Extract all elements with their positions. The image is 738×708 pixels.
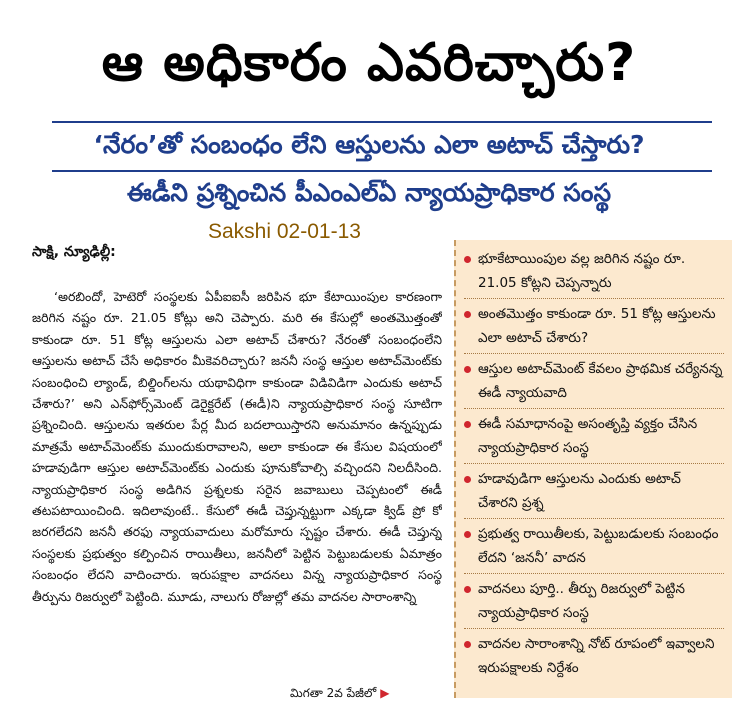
highlight-item bbox=[464, 464, 724, 519]
top-divider bbox=[52, 121, 712, 123]
highlight-text: ప్రభుత్వ రాయితీలకు, పెట్టుబడులకు సంబంధం లేదని ‘జననీ’ వాదన bbox=[478, 526, 719, 566]
highlights-sidebar bbox=[454, 240, 732, 698]
highlight-item bbox=[464, 354, 724, 409]
bullet-icon bbox=[464, 586, 471, 593]
continued-label: మిగతా 2వ పేజీలో bbox=[290, 686, 377, 700]
continued-link[interactable] bbox=[290, 686, 390, 703]
bullet-icon bbox=[464, 641, 471, 648]
bullet-icon bbox=[464, 531, 471, 538]
highlight-text: హడావుడిగా ఆస్తులను ఎందుకు అటాచ్ చేశారని ప్రశ్న bbox=[478, 471, 681, 511]
highlight-item bbox=[464, 574, 724, 629]
highlight-text: ఆస్తుల అటాచ్‌మెంట్ కేవలం ప్రాథమిక చర్యేనన్న ఈడీ న్యాయవాది bbox=[478, 361, 723, 401]
subheading-primary: ‘నేరం’తో సంబంధం లేని ఆస్తులను ఎలా అటాచ్ చేస్తారు? bbox=[93, 130, 645, 159]
highlight-item bbox=[464, 299, 724, 354]
highlight-text: ఈడీ సమాధానంపై అసంతృప్తి వ్యక్తం చేసిన న్యాయప్రాధికార సంస్థ bbox=[478, 416, 698, 456]
subheading-secondary: ఈడీని ప్రశ్నించిన పీఎంఎల్‌ఏ న్యాయప్రాధికార సంస్థ bbox=[126, 178, 612, 207]
play-arrow-icon: ▶ bbox=[380, 686, 390, 700]
bullet-icon bbox=[464, 256, 471, 263]
highlight-item bbox=[464, 409, 724, 464]
highlight-text: భూకేటాయింపుల వల్ల జరిగిన నష్టం రూ. 21.05 కోట్లని చెప్పన్నారు bbox=[478, 251, 686, 291]
highlight-item bbox=[464, 519, 724, 574]
bullet-icon bbox=[464, 421, 471, 428]
highlight-text: అంతమొత్తం కాకుండా రూ. 51 కోట్ల ఆస్తులను ఎలా అటాచ్ చేశారు? bbox=[478, 306, 716, 346]
bullet-icon bbox=[464, 476, 471, 483]
bullet-icon bbox=[464, 366, 471, 373]
highlight-text: వాదనలు పూర్తి.. తీర్పు రిజర్వులో పెట్టిన న్యాయప్రాధికార సంస్థ bbox=[478, 581, 685, 621]
dateline: సాక్షి, న్యూఢిల్లీ: bbox=[32, 244, 116, 260]
middle-divider bbox=[52, 170, 712, 172]
highlight-item bbox=[464, 629, 724, 683]
article-body bbox=[32, 286, 442, 702]
source-stamp: Sakshi 02-01-13 bbox=[208, 220, 361, 243]
highlight-text: వాదనల సారాంశాన్ని నోట్ రూపంలో ఇవ్వాలని ఇరుపక్షాలకు నిర్దేశం bbox=[478, 636, 715, 676]
article-paragraph: ‘అరబిందో, హెటెరో సంస్థలకు ఏపీఐఐసీ జరిపిన భూ కేటాయింపుల కారణంగా జరిగిన నష్టం రూ. 21.05 కోట్లు అని చెప్పారు. మరి ఈ కేసుల్లో అంతమొత్తంతో కాకుండా రూ. 51 కోట్ల ఆస్తులను ఎలా అటాచ్ చేశారు? నేరంతో సంబంధంలేని ఆస్తులను అటాచ్ చేసే అధికారం మీకెవరిచ్చారు? జననీ సంస్థ ఆస్తుల అటాచ్‌మెంట్‌కు సంబంధించి ల్యాండ్, బిల్డింగ్‌లను యథావిధిగా కాకుండా విడివిడిగా ఎందుకు అటాచ్ చేశారు?’ అని ఎన్‌ఫోర్స్‌మెంట్ డెరైక్టరేట్ (ఈడీ)ని న్యాయప్రాధికార సంస్థ సూటిగా ప్రశ్నించింది. ఆస్తులను ఇతరుల పేర్ల మీద బదలాయిస్తారని అనుమానం ఉన్నప్పుడు మాత్రమే అటాచ్‌మెంట్‌కు ముందుకురావాలని, అలా కాకుండా ఈ కేసుల విషయంలో హడావుడిగా ఆస్తుల అటాచ్‌మెంట్‌కు ఎందుకు పూనుకోవాల్సి వచ్చిందని నిలదీసింది. న్యాయప్రాధికార సంస్థ అడిగిన ప్రశ్నలకు సరైన జవాబులు చెప్పటంలో ఈడీ తటపటాయించింది. ఇదిలావుంటే.. కేసులో ఈడీ చెప్తున్నట్టుగా ఎక్కడా క్విడ్ ప్రో కో జరగలేదని జననీ తరఫు న్యాయవాదులు మరోమారు స్పష్టం చేశారు. ఈడీ చెప్తున్న సంస్థలకు ప్రభుత్వం కల్పించిన రాయితీలు, జననీలో పెట్టిన పెట్టుబడులకు ఏమాత్రం సంబంధం లేదని వాదించారు. ఇరుపక్షాల వాదనలు విన్న న్యాయప్రాధికార సంస్థ తీర్పును రిజర్వులో పెట్టింది. మూడు, నాలుగు రోజుల్లో తమ వాదనల సారాంశాన్ని bbox=[32, 289, 442, 604]
bullet-icon bbox=[464, 311, 471, 318]
highlight-item bbox=[464, 244, 724, 299]
headline: ఆ అధికారం ఎవరిచ్చారు? bbox=[101, 33, 637, 93]
